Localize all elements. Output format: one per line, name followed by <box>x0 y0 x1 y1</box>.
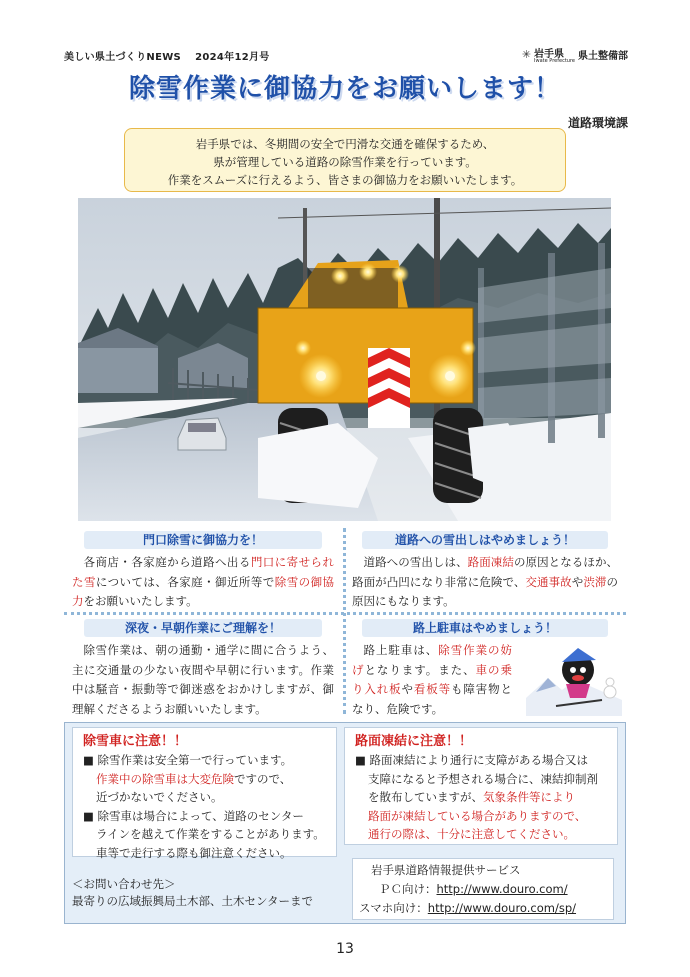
section-chusha-title: 路上駐車はやめましょう！ <box>362 619 608 637</box>
contact-label: ＜お問い合わせ先＞ <box>72 877 176 891</box>
newsletter-header: 美しい県土づくりNEWS 2024年12月号 <box>64 52 270 63</box>
highlight-traffic-accident: 交通事故 <box>525 574 572 589</box>
warning-freeze-text: ■ 路面凍結により通行に支障がある場合又は 支障になると予想される場合に、凍結抑制剤 を散布していますが、気象条件等により 路面が凍結している場合がありますので、 通行の際は、十分に注意してください。 <box>355 753 598 841</box>
section-shinya <box>72 619 334 719</box>
service-title: 岩手県道路情報提供サービス <box>371 863 521 877</box>
pc-label: ＰＣ向け： <box>379 882 437 896</box>
warning-snowplow-title: 除雪車に注意！！ <box>83 734 188 749</box>
sp-url-link[interactable]: http://www.douro.com/sp/ <box>427 901 577 915</box>
intro-box <box>124 128 566 192</box>
contact-info <box>72 876 313 910</box>
highlight-kadoguchi-snow: 門口に寄せられた雪 <box>72 555 335 589</box>
highlight-obstruction: 除雪作業の妨げ <box>352 643 513 677</box>
warning-freeze-panel <box>344 727 618 845</box>
highlight-road-freeze: 路面凍結 <box>467 555 514 569</box>
sp-label: スマホ向け： <box>359 901 428 915</box>
department-name: 道路環境課 <box>567 116 628 130</box>
highlight-traffic-jam: 渋滞 <box>583 574 607 589</box>
prefecture-name-en: Iwate Prefecture <box>534 58 575 64</box>
section-kadoguchi-title: 門口除雪に御協力を！ <box>84 531 322 549</box>
section-chusha-body: 路上駐車は、除雪作業の妨げとなります。また、車の乗り入れ板や看板等も障害物となり、危険です。 <box>352 643 513 716</box>
highlight-snowplow-danger: 作業中の除雪車は大変危険 <box>96 771 234 786</box>
bureau-name: 県土整備部 <box>578 51 628 62</box>
section-shinya-body: 除雪作業は、朝の通勤・通学に間に合うよう、主に交通量の少ない夜間や早朝に行います。作業中は騒音・振動等で御迷惑をおかけしますが、御理解くださるようお願いいたします。 <box>72 643 334 716</box>
highlight-weather: 気象条件等により <box>483 790 575 804</box>
prefecture-name: 岩手県 <box>534 49 565 60</box>
section-divider-vertical <box>343 528 346 714</box>
warning-snowplow-text: ■ 除雪作業は安全第一で行っています。 作業中の除雪車は大変危険ですので、 近づかないでください。 ■ 除雪車は場合によって、道路のセンター ラインを越えて作業をすることがあります。 車等で走行する際も御注意ください。 <box>83 753 325 860</box>
section-kadoguchi-body: 各商店・各家庭から道路へ出る門口に寄せられた雪については、各家庭・御近所等で除雪の御協力をお願いいたします。 <box>72 555 335 608</box>
warning-freeze-title: 路面凍結に注意！！ <box>355 734 473 749</box>
prefecture-logo <box>522 45 628 64</box>
road-info-service <box>352 858 614 920</box>
page-title: 除雪作業に御協力をお願いします！ <box>128 74 561 104</box>
section-kadoguchi <box>72 531 334 612</box>
intro-line-1: 岩手県では、冬期間の安全で円滑な交通を確保するため、 <box>195 137 495 151</box>
highlight-ramp-board: 車の乗り入れ板 <box>352 662 512 696</box>
highlight-signboards: 看板等 <box>413 682 451 696</box>
page-number: 13 <box>336 941 354 957</box>
snowplow-photo <box>78 198 611 521</box>
highlight-cooperation: 除雪の御協力 <box>72 574 335 608</box>
intro-line-3: 作業をスムーズに行えるよう、皆さまの御協力をお願いいたします。 <box>167 173 523 187</box>
section-shinya-title: 深夜・早朝作業にご理解を！ <box>84 619 322 637</box>
section-divider-horizontal <box>64 612 626 615</box>
section-yukidashi <box>352 531 618 612</box>
section-yukidashi-title: 道路への雪出しはやめましょう！ <box>362 531 608 549</box>
warning-snowplow-panel <box>72 727 337 860</box>
intro-line-2: 県が管理している道路の除雪作業を行っています。 <box>213 155 477 169</box>
pc-url-link[interactable]: http://www.douro.com/ <box>436 882 568 896</box>
contact-text: 最寄りの広域振興局土木部、土木センターまで <box>72 894 314 908</box>
iwate-emblem-icon: ✳ <box>521 48 532 61</box>
mascot-skier-illustration <box>526 640 622 716</box>
section-yukidashi-body: 道路への雪出しは、路面凍結の原因となるほか、路面が凸凹になり非常に危険で、交通事故や渋滞の原因にもなります。 <box>352 555 619 608</box>
